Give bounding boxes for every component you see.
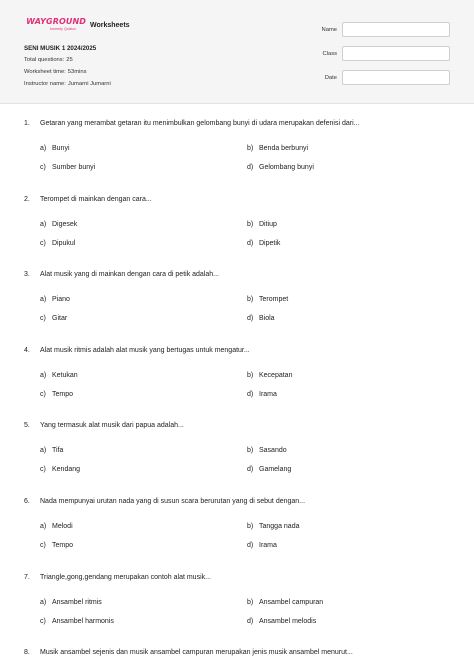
question-text: Musik ansambel sejenis dan musik ansambel campuran merupakan jenis musik ansambel menurut... — [40, 649, 353, 657]
option-letter: b) — [247, 371, 254, 379]
worksheet-time-line — [24, 69, 88, 75]
option-text: Gelombang bunyi — [259, 164, 314, 171]
option-text: Irama — [259, 542, 277, 549]
answer-option[interactable] — [247, 542, 277, 549]
answer-option[interactable] — [247, 466, 291, 473]
option-letter: c) — [40, 164, 46, 171]
option-letter: c) — [40, 542, 46, 549]
option-letter: b) — [247, 447, 254, 455]
question-text: Triangle,gong,gendang merupakan contoh alat musik... — [40, 573, 211, 581]
option-letter: b) — [247, 296, 254, 304]
option-text: Gitar — [52, 315, 68, 323]
option-letter: c) — [40, 390, 46, 398]
question-text-line — [24, 120, 359, 127]
option-text: Bunyi — [52, 145, 70, 152]
brand-name: WAYGROUND — [26, 17, 86, 26]
answer-option[interactable] — [247, 145, 308, 152]
question-number: 2. — [24, 195, 30, 203]
option-letter: d) — [247, 542, 254, 549]
option-text: Kecepatan — [259, 371, 293, 379]
option-text: Benda berbunyi — [259, 145, 309, 152]
answer-option[interactable] — [247, 391, 277, 398]
option-letter: b) — [247, 220, 254, 228]
question-number: 4. — [24, 346, 30, 354]
answer-option[interactable] — [247, 240, 280, 247]
answer-option[interactable] — [40, 164, 95, 171]
question-number: 6. — [24, 498, 30, 505]
option-letter: d) — [247, 164, 254, 171]
option-letter: a) — [40, 296, 47, 304]
question-number: 1. — [24, 120, 30, 127]
option-text: Ansambel campuran — [259, 598, 324, 606]
date-field[interactable] — [342, 70, 450, 85]
option-text: Kendang — [52, 466, 81, 474]
option-letter: d) — [247, 239, 254, 247]
answer-option[interactable] — [247, 372, 292, 379]
option-text: Ketukan — [52, 371, 78, 379]
answer-option[interactable] — [40, 296, 70, 303]
answer-option[interactable] — [40, 523, 73, 530]
option-letter: a) — [40, 598, 47, 606]
option-letter: b) — [247, 145, 254, 152]
name-field[interactable] — [342, 22, 450, 37]
answer-option[interactable] — [40, 221, 77, 228]
brand-logo — [24, 17, 86, 35]
answer-option[interactable] — [40, 145, 70, 152]
question-text-line — [24, 498, 305, 505]
option-letter: d) — [247, 390, 254, 398]
answer-option[interactable] — [40, 372, 78, 379]
option-text: Piano — [52, 296, 70, 304]
answer-option[interactable] — [247, 599, 323, 606]
option-letter: c) — [40, 239, 46, 247]
answer-option[interactable] — [247, 618, 316, 625]
question-number: 7. — [24, 573, 30, 581]
option-text: Ansambel ritmis — [52, 598, 102, 606]
option-letter: a) — [40, 371, 47, 379]
question-text: Nada mempunyai urutan nada yang di susun scara berurutan yang di sebut dengan... — [40, 498, 306, 505]
answer-option[interactable] — [247, 447, 287, 454]
answer-option[interactable] — [247, 523, 299, 530]
answer-option[interactable] — [40, 391, 73, 398]
option-letter: c) — [40, 315, 46, 323]
option-text: Tempo — [52, 542, 74, 549]
answer-option[interactable] — [40, 542, 73, 549]
option-text: Tangga nada — [259, 523, 300, 530]
answer-option[interactable] — [247, 221, 277, 228]
question-text-line — [24, 271, 219, 278]
question-text: Alat musik ritmis adalah alat musik yang bertugas untuk mengatur... — [40, 346, 250, 354]
question-text-line — [24, 574, 211, 581]
name-field-label: Name — [321, 27, 337, 33]
option-letter: a) — [40, 523, 47, 530]
option-letter: c) — [40, 466, 46, 474]
question-text-line — [24, 422, 184, 429]
option-text: Dipukul — [52, 239, 76, 247]
option-text: Dipetik — [259, 239, 281, 247]
option-text: Ansambel harmonis — [52, 617, 114, 625]
option-text: Sasando — [259, 447, 287, 455]
option-letter: d) — [247, 315, 254, 323]
answer-option[interactable] — [40, 618, 114, 625]
option-text: Melodi — [52, 523, 73, 530]
answer-option[interactable] — [247, 164, 314, 171]
question-text: Getaran yang merambat getaran itu menimbulkan gelombang bunyi di udara merupakan defenisi dari... — [40, 120, 360, 127]
question-text-line — [24, 196, 152, 203]
total-questions-label: Total questions: — [24, 57, 65, 63]
date-field-label: Date — [324, 75, 337, 81]
option-letter: c) — [40, 617, 46, 625]
option-text: Ditiup — [259, 220, 277, 228]
answer-option[interactable] — [40, 240, 75, 247]
worksheet-title: SENI MUSIK 1 2024/2025 — [24, 45, 97, 52]
total-questions-line — [24, 57, 75, 63]
question-text: Yang termasuk alat musik dari papua adalah... — [40, 422, 184, 430]
class-field-label: Class — [322, 51, 337, 57]
answer-option[interactable] — [40, 599, 102, 606]
question-number: 3. — [24, 271, 30, 279]
answer-option[interactable] — [40, 447, 63, 454]
option-letter: b) — [247, 523, 254, 530]
answer-option[interactable] — [40, 315, 67, 322]
worksheet-header — [0, 0, 474, 104]
option-letter: b) — [247, 598, 254, 606]
option-letter: d) — [247, 466, 254, 474]
option-text: Terompet — [259, 296, 289, 304]
option-text: Gamelang — [259, 466, 292, 474]
option-letter: a) — [40, 447, 47, 455]
question-text-line — [24, 649, 353, 656]
question-number: 5. — [24, 422, 30, 430]
answer-option[interactable] — [247, 315, 275, 322]
question-text: Terompet di mainkan dengan cara... — [40, 195, 152, 203]
question-text-line — [24, 347, 250, 354]
brand-tagline: formerly Quizizz — [50, 27, 76, 31]
option-letter: a) — [40, 220, 47, 228]
worksheet-time-value: 53mins — [67, 69, 87, 75]
class-field[interactable] — [342, 46, 450, 61]
answer-option[interactable] — [247, 296, 288, 303]
option-text: Irama — [259, 390, 277, 398]
option-text: Tempo — [52, 390, 74, 398]
instructor-label: Instructor name: — [24, 81, 66, 87]
instructor-name: Jumarni Jumarni — [67, 81, 111, 87]
answer-option[interactable] — [40, 466, 80, 473]
option-text: Ansambel melodis — [259, 617, 317, 625]
option-letter: d) — [247, 617, 254, 625]
option-text: Biola — [259, 315, 275, 323]
total-questions-value: 25 — [66, 57, 73, 63]
question-number: 8. — [24, 649, 30, 657]
option-text: Tifa — [52, 447, 64, 455]
worksheet-time-label: Worksheet time: — [24, 69, 66, 75]
question-text: Alat musik yang di mainkan dengan cara di petik adalah... — [40, 271, 219, 279]
option-text: Digesek — [52, 220, 78, 228]
option-text: Sumber bunyi — [52, 164, 96, 171]
option-letter: a) — [40, 145, 47, 152]
header-title: Worksheets — [90, 22, 130, 29]
instructor-line — [24, 81, 113, 87]
